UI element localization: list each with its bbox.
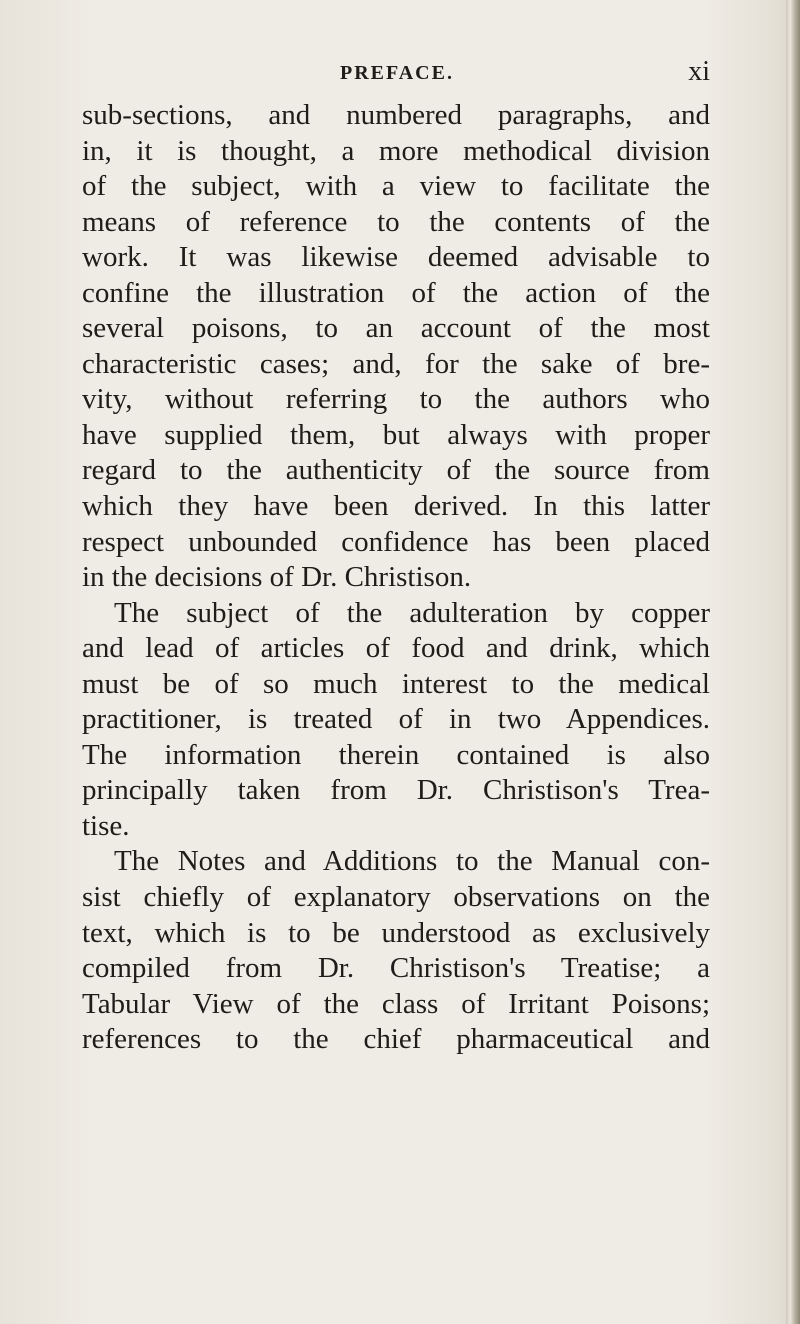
text-line: sub-sections, and numbered paragraphs, and xyxy=(82,99,710,131)
text-line: must be of so much interest to the medical xyxy=(82,667,710,700)
body-text xyxy=(82,98,710,1058)
text-line: several poisons, to an account of the most xyxy=(82,312,710,345)
text-line: and lead of articles of food and drink, which xyxy=(82,632,710,665)
text-line: confine the illustration of the action of the xyxy=(82,276,710,309)
text-line: Tabular View of the class of Irritant Poisons; xyxy=(82,987,710,1020)
paragraph-first-line: The Notes and Additions to the Manual con- xyxy=(114,845,710,878)
text-line: principally taken from Dr. Christison's Trea- xyxy=(82,774,710,807)
text-line: work. It was likewise deemed advisable to xyxy=(82,241,710,274)
text-line: in the decisions of Dr. Christison. xyxy=(82,561,472,594)
text-line: tise. xyxy=(82,809,130,842)
text-line: respect unbounded confidence has been placed xyxy=(82,525,710,558)
text-line: have supplied them, but always with proper xyxy=(82,418,710,451)
text-line: characteristic cases; and, for the sake of bre- xyxy=(82,347,710,380)
text-line: of the subject, with a view to facilitate the xyxy=(82,170,710,203)
text-line: practitioner, is treated of in two Appendices. xyxy=(82,703,710,736)
text-line: references to the chief pharmaceutical and xyxy=(82,1023,710,1056)
paragraph-first-line: The subject of the adulteration by copper xyxy=(114,596,710,629)
page-edge xyxy=(786,0,800,1324)
text-line: text, which is to be understood as exclusively xyxy=(82,916,710,949)
running-head xyxy=(82,56,710,88)
text-line: regard to the authenticity of the source from xyxy=(82,454,710,487)
text-line: which they have been derived. In this latter xyxy=(82,490,710,523)
text-line: in, it is thought, a more methodical division xyxy=(82,134,710,167)
text-line: The information therein contained is also xyxy=(82,738,710,771)
text-line: sist chiefly of explanatory observations on the xyxy=(82,881,710,914)
text-line: means of reference to the contents of the xyxy=(82,205,710,238)
page-number: xi xyxy=(688,56,710,87)
text-line: compiled from Dr. Christison's Treatise; a xyxy=(82,952,710,985)
text-line: vity, without referring to the authors who xyxy=(82,383,710,416)
running-head-title: PREFACE. xyxy=(340,62,454,84)
